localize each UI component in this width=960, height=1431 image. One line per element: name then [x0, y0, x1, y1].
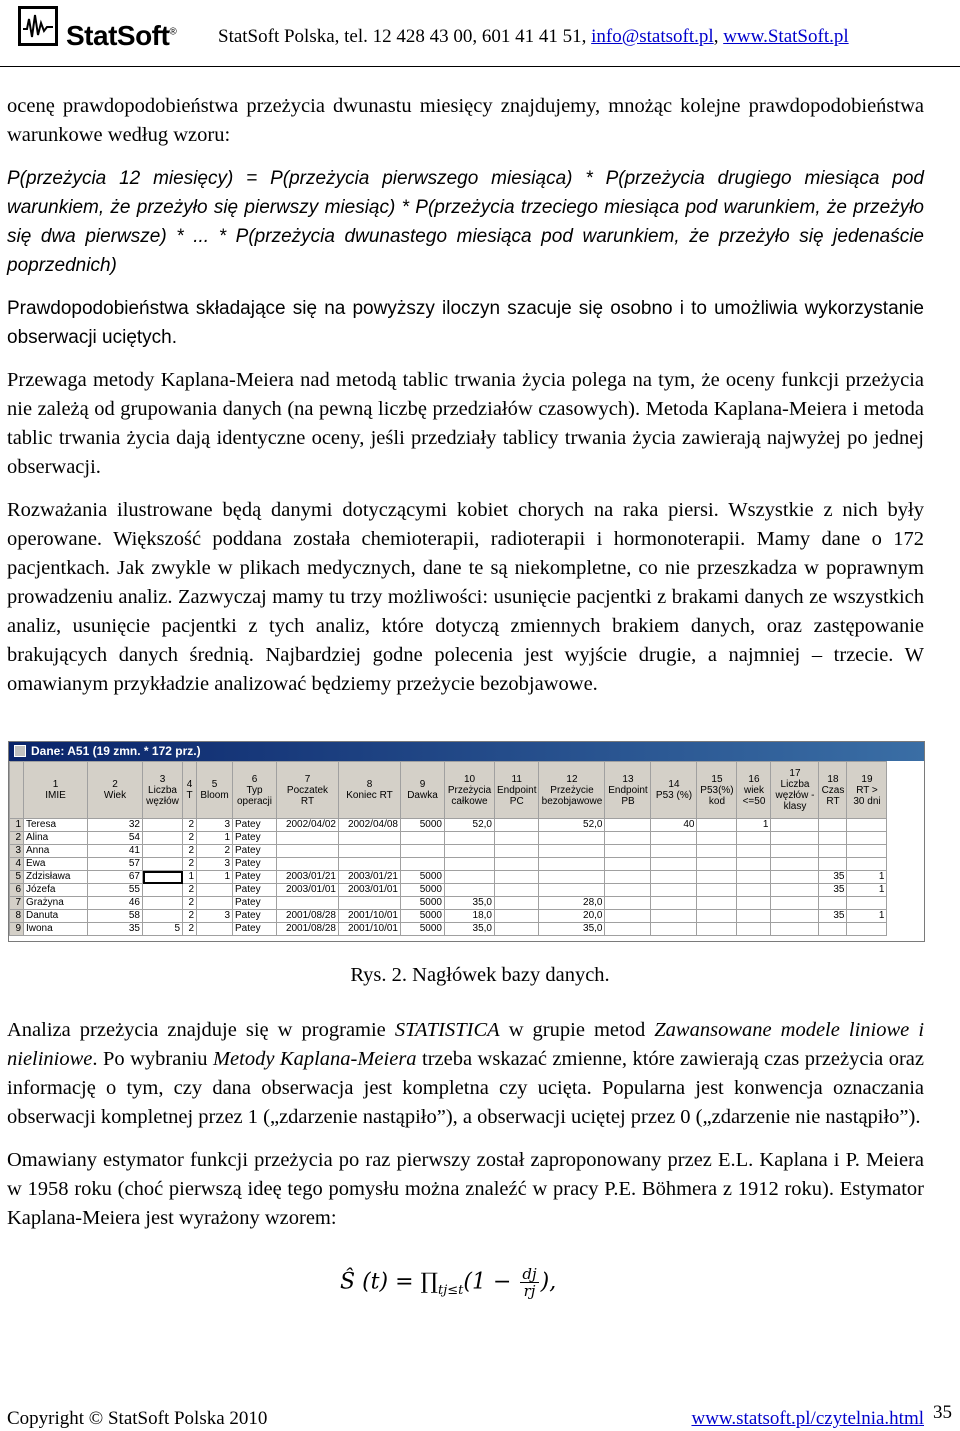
grid-cell[interactable]	[697, 884, 737, 897]
header-rule	[0, 66, 960, 67]
grid-cell[interactable]	[771, 832, 819, 845]
grid-cell[interactable]	[771, 871, 819, 884]
row-header[interactable]: 7	[10, 897, 24, 910]
grid-cell[interactable]	[697, 819, 737, 832]
grid-cell[interactable]: Ewa	[24, 858, 88, 871]
table-row	[10, 832, 887, 845]
grid-cell[interactable]	[605, 819, 651, 832]
grid-cell[interactable]: 52,0	[539, 819, 605, 832]
grid-cell[interactable]: 5	[143, 923, 183, 936]
grid-cell[interactable]	[847, 832, 887, 845]
statsoft-logo-icon	[18, 6, 58, 46]
paragraph: ocenę prawdopodobieństwa przeżycia dwunastu miesięcy znajdujemy, mnożąc kolejne prawdopodobieństwa warunkowe według wzoru:	[7, 95, 924, 146]
grid-cell[interactable]	[651, 858, 697, 871]
grid-cell[interactable]	[819, 845, 847, 858]
paragraph: Omawiany estymator funkcji przeżycia po raz pierwszy został zaproponowany przez E.L. Kaplana i P. Meiera w 1958 roku (choć pierwszą ideę tego pomysłu można znaleźć w pracy P.E. Böhmera z 1912 roku). Estymator Kaplana-Meiera jest wyrażony wzorem:	[7, 1149, 924, 1229]
grid-cell[interactable]	[771, 923, 819, 936]
row-header[interactable]: 5	[10, 871, 24, 884]
grid-cell[interactable]	[847, 897, 887, 910]
grid-cell[interactable]	[697, 871, 737, 884]
grid-cell[interactable]: 1	[197, 832, 233, 845]
grid-cell[interactable]	[651, 832, 697, 845]
kaplan-meier-formula	[340, 1266, 556, 1299]
grid-cell[interactable]	[737, 910, 771, 923]
grid-cell[interactable]: Patey	[233, 910, 277, 923]
grid-cell[interactable]: Zdzisława	[24, 871, 88, 884]
grid-cell[interactable]	[651, 923, 697, 936]
grid-cell[interactable]: 67	[88, 871, 143, 884]
grid-cell[interactable]	[771, 858, 819, 871]
grid-cell[interactable]: Teresa	[24, 819, 88, 832]
grid-cell[interactable]: 54	[88, 832, 143, 845]
grid-cell[interactable]	[495, 884, 539, 897]
grid-cell[interactable]	[771, 845, 819, 858]
website-link[interactable]: www.StatSoft.pl	[723, 26, 849, 47]
grid-cell[interactable]	[495, 845, 539, 858]
grid-cell[interactable]	[697, 897, 737, 910]
grid-cell[interactable]: 35,0	[445, 897, 495, 910]
grid-cell[interactable]	[143, 910, 183, 923]
grid-cell[interactable]: 52,0	[445, 819, 495, 832]
grid-cell[interactable]: 2003/01/21	[277, 871, 339, 884]
column-header[interactable]: 14 P53 (%)	[651, 762, 697, 819]
formula-open: (1 −	[463, 1269, 519, 1295]
grid-cell[interactable]: 1	[847, 910, 887, 923]
grid-cell[interactable]	[445, 858, 495, 871]
grid-cell[interactable]: Grażyna	[24, 897, 88, 910]
grid-cell[interactable]: Patey	[233, 845, 277, 858]
grid-cell[interactable]: 35,0	[539, 923, 605, 936]
window-title: Dane: A51 (19 zmn. * 172 prz.)	[31, 744, 201, 758]
grid-cell[interactable]: 5000	[401, 871, 445, 884]
formula-close: ),	[540, 1269, 557, 1295]
grid-cell[interactable]	[847, 923, 887, 936]
grid-cell[interactable]	[495, 832, 539, 845]
grid-cell[interactable]	[277, 897, 339, 910]
grid-cell[interactable]	[401, 832, 445, 845]
grid-cell[interactable]	[651, 910, 697, 923]
grid-cell[interactable]: Patey	[233, 923, 277, 936]
grid-cell[interactable]	[697, 858, 737, 871]
separator: ,	[713, 26, 724, 47]
column-header[interactable]: 17 Liczba węzłów - klasy	[771, 762, 819, 819]
grid-cell[interactable]	[495, 923, 539, 936]
column-header[interactable]: 1 IMIE	[24, 762, 88, 819]
grid-cell[interactable]: 2003/01/01	[277, 884, 339, 897]
grid-cell[interactable]	[339, 858, 401, 871]
grid-cell[interactable]	[445, 832, 495, 845]
paragraph: Przewaga metody Kaplana-Meiera nad metodą tablic trwania życia polega na tym, że oceny funkcji przeżycia nie zależą od grupowania danych (na pewną liczbę przedziałów czasowych). Metoda Kaplana-Meiera i metoda tablic trwania życia dają identyczne oceny, jeśli przedziały tablicy trwania życia zawierają najwyżej po jednej obserwacji.	[7, 369, 924, 478]
grid-cell[interactable]: 2002/04/02	[277, 819, 339, 832]
grid-cell[interactable]	[197, 897, 233, 910]
figure-caption: Rys. 2. Nagłówek bazy danych.	[350, 964, 610, 986]
grid-cell[interactable]: 2	[183, 832, 197, 845]
grid-cell[interactable]: Anna	[24, 845, 88, 858]
paragraph: Prawdopodobieństwa składające się na powyższy iloczyn szacuje się osobno i to umożliwia wykorzystanie obserwacji uciętych.	[7, 298, 924, 348]
grid-cell[interactable]: 28,0	[539, 897, 605, 910]
grid-cell[interactable]	[143, 884, 183, 897]
grid-cell[interactable]	[277, 845, 339, 858]
table-row	[10, 923, 887, 936]
table-row	[10, 819, 887, 832]
grid-cell[interactable]: 35	[819, 910, 847, 923]
grid-cell[interactable]: 2001/10/01	[339, 923, 401, 936]
body-text-top	[7, 92, 924, 713]
grid-cell[interactable]: 1	[183, 871, 197, 884]
statsoft-logo-text: StatSoft®	[66, 20, 177, 51]
grid-cell[interactable]: 2002/04/08	[339, 819, 401, 832]
grid-cell[interactable]: 2	[183, 884, 197, 897]
grid-cell[interactable]: 1	[737, 819, 771, 832]
grid-cell[interactable]: 3	[197, 910, 233, 923]
paragraph: Rozważania ilustrowane będą danymi dotyczącymi kobiet chorych na raka piersi. Wszystkie z nich były operowane. Większość poddana została chemioterapii, radioterapii i hormonoterapii. Mamy dane o 172 pacjentkach. Jak zwykle w plikach medycznych, dane te są niekompletne, co nie przeszkadza w poprawnym prowadzeniu analiz. Zazwyczaj mamy tu trzy możliwości: usunięcie pacjentki z brakami danych ze wszystkich analiz, usunięcie pacjentki z tych analiz, które dotyczą zmiennych brakiem danych, oraz zastępowanie brakujących danych średnią. Najbardziej godne polecenia jest wyjście drugie, a najmniej – trzecie. W omawianym przykładzie analizować będziemy przeżycie bezobjawowe.	[7, 499, 924, 695]
grid-cell[interactable]: 5000	[401, 884, 445, 897]
grid-cell[interactable]	[697, 832, 737, 845]
grid-cell[interactable]	[445, 884, 495, 897]
grid-cell[interactable]	[605, 923, 651, 936]
table-row	[10, 858, 887, 871]
grid-cell[interactable]	[819, 923, 847, 936]
grid-cell[interactable]: 2003/01/01	[339, 884, 401, 897]
grid-cell[interactable]: 35	[819, 871, 847, 884]
grid-cell[interactable]: Patey	[233, 832, 277, 845]
grid-cell[interactable]: 2	[183, 819, 197, 832]
grid-cell[interactable]	[737, 858, 771, 871]
grid-cell[interactable]	[737, 897, 771, 910]
grid-cell[interactable]: 55	[88, 884, 143, 897]
grid-cell[interactable]	[401, 858, 445, 871]
formula-sub: tj≤t	[438, 1282, 464, 1298]
grid-cell[interactable]: 3	[197, 819, 233, 832]
grid-cell[interactable]	[539, 845, 605, 858]
table-row	[10, 910, 887, 923]
grid-cell[interactable]	[651, 871, 697, 884]
grid-cell[interactable]	[737, 845, 771, 858]
grid-cell[interactable]	[847, 858, 887, 871]
column-header[interactable]: 13 Endpoint PB	[605, 762, 651, 819]
grid-cell[interactable]	[651, 845, 697, 858]
grid-cell[interactable]: Patey	[233, 858, 277, 871]
grid-cell[interactable]	[445, 871, 495, 884]
grid-cell[interactable]	[143, 832, 183, 845]
column-header[interactable]: 11 Endpoint PC	[495, 762, 539, 819]
grid-cell[interactable]: 2001/08/28	[277, 923, 339, 936]
formula-lhs: Ŝ (t) = ∏	[340, 1269, 439, 1295]
page-number: 35	[933, 1402, 952, 1423]
grid-cell[interactable]	[697, 910, 737, 923]
grid-cell[interactable]: 58	[88, 910, 143, 923]
row-header[interactable]: 8	[10, 910, 24, 923]
grid-cell[interactable]: 2	[183, 923, 197, 936]
grid-cell[interactable]	[737, 884, 771, 897]
grid-cell[interactable]	[605, 858, 651, 871]
method-group: Zawansowane modele liniowe i nieliniowe	[7, 1019, 925, 1070]
grid-cell[interactable]	[605, 884, 651, 897]
column-header[interactable]: 10 Przeżycia całkowe	[445, 762, 495, 819]
grid-cell[interactable]: 2001/10/01	[339, 910, 401, 923]
grid-cell[interactable]: 40	[651, 819, 697, 832]
grid-cell[interactable]	[771, 910, 819, 923]
row-header[interactable]: 6	[10, 884, 24, 897]
grid-cell[interactable]: 41	[88, 845, 143, 858]
grid-cell[interactable]: 2	[183, 897, 197, 910]
grid-cell[interactable]: 1	[847, 884, 887, 897]
column-header[interactable]: 12 Przeżycie bezobjawowe	[539, 762, 605, 819]
paragraph: Analiza przeżycia znajduje się w programie STATISTICA w grupie metod Zawansowane modele liniowe i nieliniowe. Po wybraniu Metody Kaplana-Meiera trzeba wskazać zmienne, które zawierają czas przeżycia oraz informację o tym, czy dana obserwacja jest kompletna czy ucięta. Popularna jest konwencja oznaczania obserwacji kompletnej przez 1 („zdarzenie nastąpiło”), a obserwacji uciętej przez 0 („zdarzenie nie nastąpiło”).	[7, 1019, 925, 1128]
window-icon	[14, 745, 26, 757]
row-header[interactable]: 1	[10, 819, 24, 832]
row-header[interactable]: 9	[10, 923, 24, 936]
row-header[interactable]: 2	[10, 832, 24, 845]
copyright: Copyright © StatSoft Polska 2010	[7, 1408, 268, 1429]
header-contact	[218, 26, 849, 48]
column-header[interactable]: 4 T	[183, 762, 197, 819]
column-header[interactable]: 19 RT > 30 dni	[847, 762, 887, 819]
grid-cell[interactable]: 2001/08/28	[277, 910, 339, 923]
grid-header-row	[10, 762, 887, 819]
grid-cell[interactable]	[539, 832, 605, 845]
grid-cell[interactable]	[737, 871, 771, 884]
grid-cell[interactable]: Patey	[233, 871, 277, 884]
grid-cell[interactable]	[143, 819, 183, 832]
grid-cell[interactable]: 18,0	[445, 910, 495, 923]
grid-cell[interactable]	[143, 858, 183, 871]
grid-cell[interactable]	[819, 832, 847, 845]
grid-cell[interactable]: 35	[819, 884, 847, 897]
grid-cell[interactable]	[771, 897, 819, 910]
grid-cell[interactable]	[697, 923, 737, 936]
grid-cell[interactable]	[819, 858, 847, 871]
formula-fraction	[520, 1266, 538, 1299]
body-text-bottom	[7, 1016, 924, 1247]
grid-cell[interactable]	[143, 897, 183, 910]
grid-cell[interactable]	[277, 858, 339, 871]
grid-cell[interactable]: Iwona	[24, 923, 88, 936]
column-header[interactable]: 15 P53(%) kod	[697, 762, 737, 819]
grid-cell[interactable]	[847, 819, 887, 832]
formula-denominator: rj	[523, 1282, 536, 1300]
grid-cell[interactable]	[277, 832, 339, 845]
grid-cell[interactable]	[495, 897, 539, 910]
column-header[interactable]: 3 Liczba węzłów	[143, 762, 183, 819]
grid-cell[interactable]: 35,0	[445, 923, 495, 936]
grid-cell[interactable]	[143, 845, 183, 858]
data-grid	[9, 761, 887, 936]
grid-cell[interactable]	[737, 923, 771, 936]
grid-cell[interactable]	[847, 845, 887, 858]
grid-cell[interactable]	[495, 819, 539, 832]
grid-corner[interactable]	[10, 762, 24, 819]
grid-cell[interactable]	[495, 858, 539, 871]
table-row	[10, 884, 887, 897]
formula-numerator: dj	[522, 1265, 537, 1283]
grid-cell[interactable]: 1	[197, 871, 233, 884]
grid-cell[interactable]: 5000	[401, 819, 445, 832]
row-header[interactable]: 4	[10, 858, 24, 871]
column-header[interactable]: 6 Typ operacji	[233, 762, 277, 819]
grid-cell[interactable]: Patey	[233, 884, 277, 897]
grid-cell[interactable]: Patey	[233, 897, 277, 910]
program-name: STATISTICA	[394, 1019, 500, 1041]
grid-cell[interactable]: 5000	[401, 910, 445, 923]
grid-cell[interactable]: 2003/01/21	[339, 871, 401, 884]
grid-cell[interactable]: 2	[183, 858, 197, 871]
grid-cell[interactable]: 35	[88, 923, 143, 936]
column-header[interactable]: 2 Wiek	[88, 762, 143, 819]
grid-cell[interactable]	[339, 845, 401, 858]
grid-cell[interactable]: 2	[183, 910, 197, 923]
page-header	[0, 0, 960, 68]
email-link[interactable]: info@statsoft.pl	[591, 26, 714, 47]
grid-cell[interactable]	[605, 832, 651, 845]
grid-cell[interactable]: Danuta	[24, 910, 88, 923]
method-name: Metody Kaplana-Meiera	[212, 1048, 417, 1070]
column-header[interactable]: 7 Poczatek RT	[277, 762, 339, 819]
grid-cell[interactable]	[651, 884, 697, 897]
grid-cell[interactable]	[539, 871, 605, 884]
grid-cell[interactable]: 57	[88, 858, 143, 871]
grid-cell[interactable]: Alina	[24, 832, 88, 845]
table-row	[10, 845, 887, 858]
footer-link[interactable]: www.statsoft.pl/czytelnia.html	[691, 1408, 924, 1429]
grid-cell[interactable]	[771, 884, 819, 897]
grid-cell[interactable]: 5000	[401, 923, 445, 936]
grid-cell[interactable]: 2	[183, 845, 197, 858]
grid-cell[interactable]	[539, 884, 605, 897]
grid-cell[interactable]: Patey	[233, 819, 277, 832]
table-row	[10, 897, 887, 910]
grid-cell[interactable]	[819, 819, 847, 832]
grid-cell[interactable]: 1	[847, 871, 887, 884]
grid-cell[interactable]: 3	[197, 858, 233, 871]
grid-cell[interactable]	[605, 845, 651, 858]
column-header[interactable]: 9 Dawka	[401, 762, 445, 819]
grid-cell[interactable]: 46	[88, 897, 143, 910]
grid-cell[interactable]: Józefa	[24, 884, 88, 897]
grid-cell[interactable]	[339, 832, 401, 845]
grid-cell[interactable]: 32	[88, 819, 143, 832]
grid-cell[interactable]	[197, 884, 233, 897]
grid-cell[interactable]	[771, 819, 819, 832]
grid-cell[interactable]	[401, 845, 445, 858]
grid-cell[interactable]	[339, 897, 401, 910]
grid-cell[interactable]	[737, 832, 771, 845]
formula-paragraph: P(przeżycia 12 miesięcy) = P(przeżycia pierwszego miesiąca) * P(przeżycia drugiego miesiąca pod warunkiem, że przeżyło się pierwszy miesiąc) * P(przeżycia trzeciego miesiąca pod warunkiem, że przeżyło się dwa pierwsze) * ... * P(przeżycia dwunastego miesiąca pod warunkiem, że przeżyło się jedenaście poprzednich)	[7, 168, 924, 276]
column-header[interactable]: 18 Czas RT	[819, 762, 847, 819]
column-header[interactable]: 16 wiek <=50	[737, 762, 771, 819]
grid-cell[interactable]: 5000	[401, 897, 445, 910]
grid-cell[interactable]	[819, 897, 847, 910]
grid-cell[interactable]	[445, 845, 495, 858]
grid-cell[interactable]	[697, 845, 737, 858]
grid-cell[interactable]	[197, 923, 233, 936]
contact-text: StatSoft Polska, tel. 12 428 43 00, 601 41 41 51,	[218, 26, 592, 47]
grid-cell[interactable]	[651, 897, 697, 910]
column-header[interactable]: 8 Koniec RT	[339, 762, 401, 819]
column-header[interactable]: 5 Bloom	[197, 762, 233, 819]
grid-cell[interactable]: 20,0	[539, 910, 605, 923]
grid-cell[interactable]: 2	[197, 845, 233, 858]
grid-cell[interactable]	[605, 897, 651, 910]
spreadsheet-window	[8, 741, 925, 942]
grid-cell[interactable]	[143, 871, 183, 884]
grid-cell[interactable]	[495, 871, 539, 884]
table-row	[10, 871, 887, 884]
grid-cell[interactable]	[605, 910, 651, 923]
grid-cell[interactable]	[539, 858, 605, 871]
grid-cell[interactable]	[495, 910, 539, 923]
row-header[interactable]: 3	[10, 845, 24, 858]
grid-cell[interactable]	[605, 871, 651, 884]
window-titlebar	[9, 742, 924, 761]
